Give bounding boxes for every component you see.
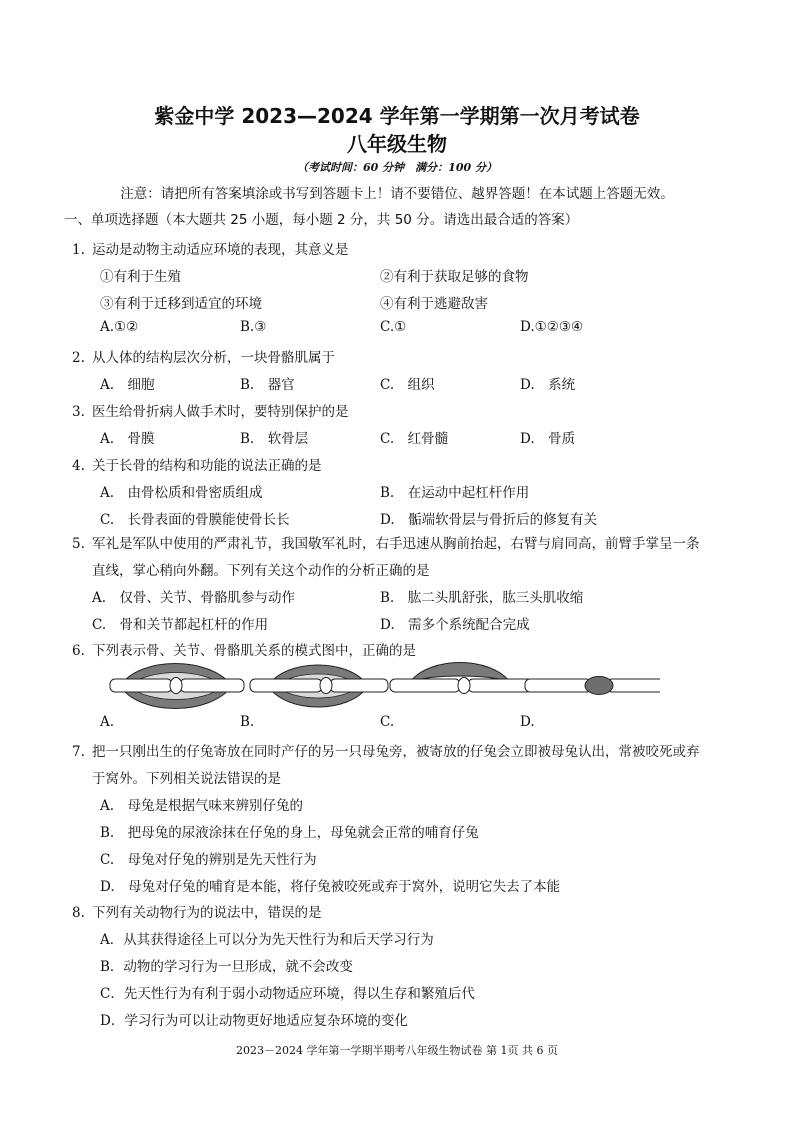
q1-option-d: D.①②③④: [520, 319, 584, 335]
q5-option-d: D. 需多个系统配合完成: [380, 617, 530, 633]
q7-option-b: B. 把母兔的尿液涂抹在仔兔的身上，母兔就会正常的哺育仔兔: [100, 825, 479, 841]
q1-statement-1: ①有利于生殖: [100, 269, 181, 285]
q4-option-b: B. 在运动中起杠杆作用: [380, 485, 530, 501]
question-4-stem: 4. 关于长骨的结构和功能的说法正确的是: [72, 458, 322, 474]
question-7-stem: 7. 把一只刚出生的仔兔寄放在同时产仔的另一只母兔旁，被寄放的仔兔会立即被母兔认出，常被咬死或弃: [72, 744, 700, 760]
q2-option-c: C. 组织: [380, 377, 435, 393]
q3-option-c: C. 红骨髓: [380, 431, 449, 447]
q3-option-b: B. 软骨层: [240, 431, 309, 447]
q6-option-b: B.: [240, 714, 255, 730]
q3-option-a: A. 骨膜: [100, 431, 155, 447]
q1-statement-2: ②有利于获取足够的食物: [380, 269, 529, 285]
q7-option-d: D. 母兔对仔兔的哺育是本能，将仔兔被咬死或弃于窝外，说明它失去了本能: [100, 879, 561, 895]
diagram-b: [250, 665, 388, 707]
question-7-stem-cont: 于窝外。下列相关说法错误的是: [92, 771, 281, 787]
question-5-stem: 5. 军礼是军队中使用的严肃礼节，我国敬军礼时，右手迅速从胸前抬起，右臂与肩同高，前臂手掌呈一条: [72, 536, 700, 552]
q4-option-a: A. 由骨松质和骨密质组成: [100, 485, 263, 501]
page-footer: 2023－2024 学年第一学期半期考八年级生物试卷 第 1页 共 6 页: [236, 1044, 558, 1057]
q8-emphasis: 错误: [267, 905, 295, 921]
q7-emphasis: 错误: [227, 771, 254, 787]
q6-option-a: A.: [100, 714, 115, 730]
question-3-stem: 3. 医生给骨折病人做手术时，要特别保护的是: [72, 404, 349, 420]
notice: 注意：请把所有答案填涂或书写到答题卡上！请不要错位、越界答题！在本试题上答题无效。: [120, 186, 674, 202]
q1-option-c: C.①: [380, 319, 407, 335]
q1-option-a: A.①②: [100, 319, 139, 335]
q2-option-d: D. 系统: [520, 377, 576, 393]
q1-option-b: B.③: [240, 319, 267, 335]
q6-option-c: C.: [380, 714, 395, 730]
q2-option-b: B. 器官: [240, 377, 295, 393]
q5-option-b: B. 肱二头肌舒张，肱三头肌收缩: [380, 590, 584, 606]
q5-option-c: C. 骨和关节都起杠杆的作用: [92, 617, 269, 633]
question-1-stem: 1. 运动是动物主动适应环境的表现，其意义是: [72, 242, 349, 258]
q8-option-d: D．学习行为可以让动物更好地适应复杂环境的变化: [100, 1013, 408, 1029]
question-2-stem: 2. 从人体的结构层次分析，一块骨骼肌属于: [72, 350, 335, 366]
q6-option-d: D.: [520, 714, 535, 730]
q4-option-d: D. 骺端软骨层与骨折后的修复有关: [380, 512, 598, 528]
q1-statement-3: ③有利于迁移到适宜的环境: [100, 296, 262, 312]
bone-joint-muscle-diagrams: [100, 660, 660, 712]
exam-title: 紫金中学 2023—2024 学年第一学期第一次月考试卷: [154, 104, 640, 128]
section-heading: 一、单项选择题（本大题共 25 小题，每小题 2 分，共 50 分。请选出最合适的答案）: [64, 212, 579, 228]
q5-option-a: A. 仅骨、关节、骨骼肌参与动作: [92, 590, 296, 606]
diagram-a: [110, 664, 244, 709]
diagram-c: [390, 663, 532, 694]
question-8-stem: 8. 下列有关动物行为的说法中，错误的是: [72, 905, 322, 921]
exam-subject: 八年级生物: [347, 132, 447, 156]
q8-option-c: C．先天性行为有利于弱小动物适应环境，得以生存和繁殖后代: [100, 986, 475, 1002]
q1-statement-4: ④有利于逃避敌害: [380, 296, 488, 312]
q8-option-a: A．从其获得途径上可以分为先天性行为和后天学习行为: [100, 932, 434, 948]
q4-option-c: C. 长骨表面的骨膜能使骨长长: [100, 512, 290, 528]
question-6-stem: 6. 下列表示骨、关节、骨骼肌关系的模式图中，正确的是: [72, 643, 416, 659]
q2-option-a: A. 细胞: [100, 377, 155, 393]
q7-option-a: A. 母兔是根据气味来辨别仔兔的: [100, 798, 304, 814]
diagram-d: [525, 677, 660, 695]
q8-option-b: B．动物的学习行为一旦形成，就不会改变: [100, 959, 353, 975]
exam-info: （考试时间：60 分钟 满分：100 分）: [297, 161, 497, 174]
q3-option-d: D. 骨质: [520, 431, 576, 447]
q7-option-c: C. 母兔对仔兔的辨别是先天性行为: [100, 852, 317, 868]
question-5-stem-cont: 直线，掌心稍向外翻。下列有关这个动作的分析正确的是: [92, 563, 430, 579]
